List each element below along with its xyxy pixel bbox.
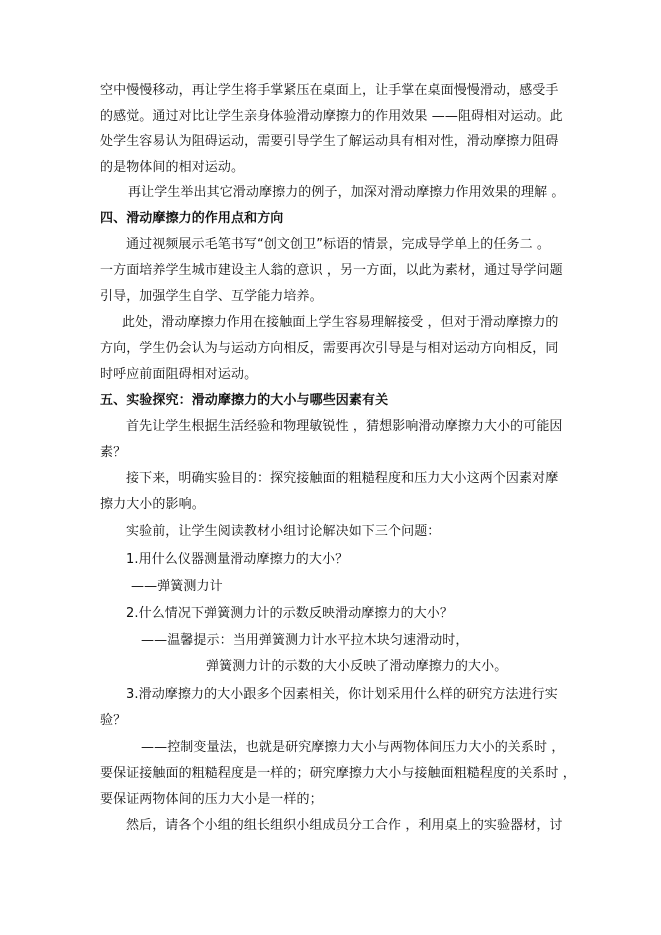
paragraph-line: 一方面培养学生城市建设主人翁的意识 ，另一方面，以此为素材，通过导学问题 (100, 263, 563, 278)
paragraph-line: 素？ (100, 445, 127, 460)
answer-line: ——弹簧测力计 (131, 579, 223, 594)
answer-line: 弹簧测力计的示数的大小反映了滑动摩擦力的大小。 (206, 659, 508, 674)
paragraph-line: 处学生容易认为阻碍运动，需要引导学生了解运动具有相对性，滑动摩擦力阻碍 (100, 134, 559, 149)
paragraph-line: 实验前，让学生阅读教材小组讨论解决如下三个问题： (126, 524, 441, 539)
section-heading-five: 五、实验探究：滑动摩擦力的大小与哪些因素有关 (100, 393, 389, 408)
question-line: 3.滑动摩擦力的大小跟多个因素相关，你计划采用什么样的研究方法进行实 (126, 687, 558, 702)
question-line: 1.用什么仪器测量滑动摩擦力的大小？ (126, 552, 349, 567)
paragraph-line: 擦力大小的影响。 (100, 497, 205, 512)
paragraph-line: 引导，加强学生自学、互学能力培养。 (100, 289, 323, 304)
paragraph-line: 再让学生举出其它滑动摩擦力的例子，加深对滑动摩擦力作用效果的理解 。 (128, 185, 565, 200)
answer-line: ——温馨提示：当用弹簧测力计水平拉木块匀速滑动时， (141, 633, 469, 648)
paragraph-line: 空中慢慢移动，再让学生将手掌紧压在桌面上，让手掌在桌面慢慢滑动，感受手 (100, 83, 559, 98)
answer-line: ——控制变量法，也就是研究摩擦力大小与两物体间压力大小的关系时 ， (141, 740, 565, 755)
paragraph-line: 方向，学生仍会认为与运动方向相反，需要再次引导是与相对运动方向相反，同 (100, 341, 559, 356)
question-line: 2.什么情况下弹簧测力计的示数反映滑动摩擦力的大小？ (126, 606, 454, 621)
paragraph-line: 的是物体间的相对运动。 (100, 160, 245, 175)
paragraph-line: 接下来，明确实验目的：探究接触面的粗糙程度和压力大小这两个因素对摩 (126, 471, 559, 486)
paragraph-line: 然后，请各个小组的组长组织小组成员分工合作 ，利用桌上的实验器材，讨 (126, 818, 563, 833)
paragraph-line: 首先让学生根据生活经验和物理敏锐性 ，猜想影响滑动摩擦力大小的可能因 (126, 419, 563, 434)
paragraph-line: 时呼应前面阻碍相对运动。 (100, 367, 258, 382)
answer-line: 要保证接触面的粗糙程度是一样的；研究摩擦力大小与接触面粗糙程度的关系时 ， (100, 766, 576, 781)
answer-line: 要保证两物体间的压力大小是一样的； (100, 792, 323, 807)
question-line: 验？ (100, 713, 127, 728)
paragraph-line: 的感觉。通过对比让学生亲身体验滑动摩擦力的作用效果 ——阻碍相对运动。此 (100, 109, 563, 124)
paragraph-line: 此处，滑动摩擦力作用在接触面上学生容易理解接受 ，但对于滑动摩擦力的 (122, 315, 559, 330)
paragraph-line: 通过视频展示毛笔书写“创文创卫”标语的情景，完成导学单上的任务二 。 (126, 237, 551, 252)
section-heading-four: 四、滑动摩擦力的作用点和方向 (100, 211, 284, 226)
